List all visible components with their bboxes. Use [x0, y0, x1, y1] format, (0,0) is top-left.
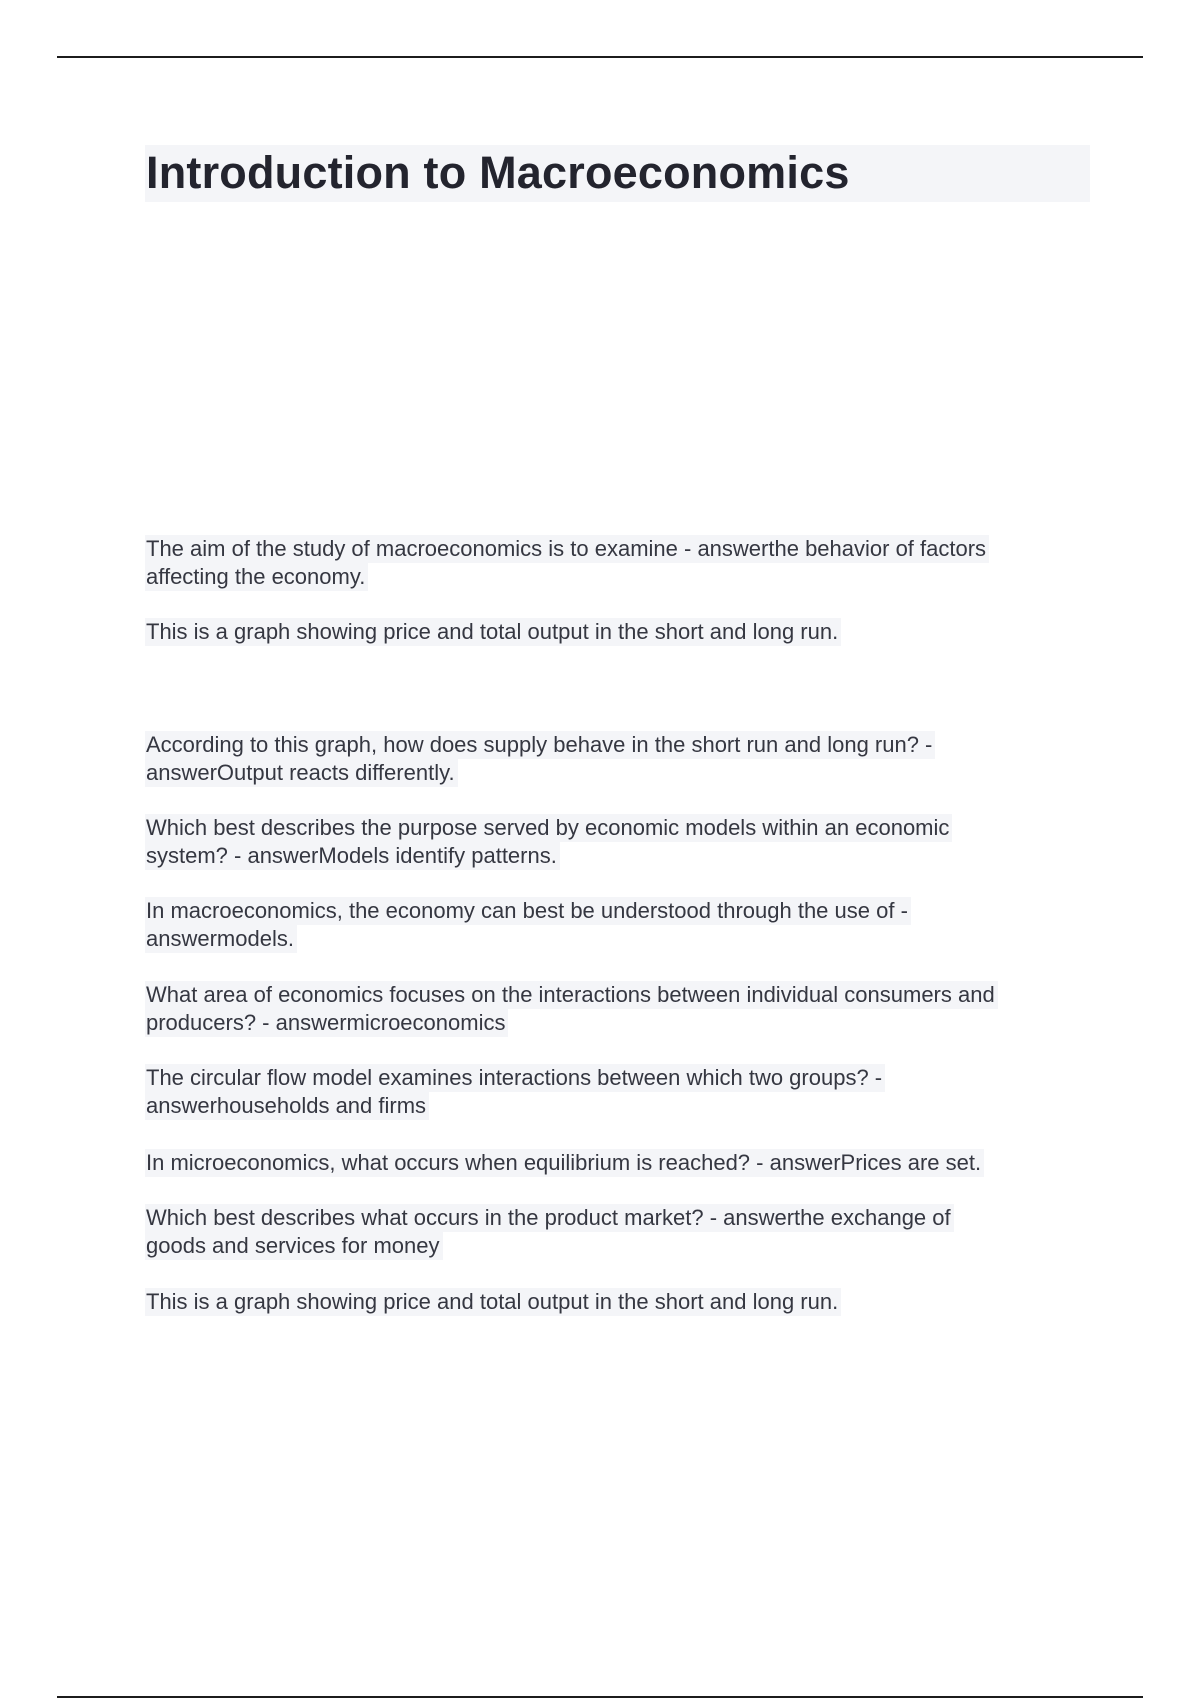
text-line: According to this graph, how does supply behave in the short run and long run? -	[145, 731, 935, 759]
qa-paragraph-6	[145, 1064, 885, 1120]
text-line: answermodels.	[145, 925, 297, 953]
qa-paragraph-3	[145, 814, 952, 870]
text-line: The circular flow model examines interactions between which two groups? -	[145, 1064, 885, 1092]
text-line: system? - answerModels identify patterns.	[145, 842, 560, 870]
qa-paragraph-4	[145, 897, 911, 953]
text-line: affecting the economy.	[145, 563, 368, 591]
qa-paragraph-2	[145, 731, 935, 787]
text-line: What area of economics focuses on the interactions between individual consumers and	[145, 981, 998, 1009]
text-line: The aim of the study of macroeconomics is to examine - answerthe behavior of factors	[145, 535, 989, 563]
text-line: answerOutput reacts differently.	[145, 759, 458, 787]
bottom-rule	[57, 1696, 1143, 1698]
text-line: goods and services for money	[145, 1232, 443, 1260]
qa-paragraph-7	[145, 1149, 984, 1177]
text-line: answerhouseholds and firms	[145, 1092, 429, 1120]
top-rule	[57, 56, 1143, 58]
text-line: This is a graph showing price and total output in the short and long run.	[145, 618, 841, 646]
page-title: Introduction to Macroeconomics	[146, 147, 850, 198]
graph-caption-2	[145, 1288, 841, 1316]
text-line: Which best describes what occurs in the product market? - answerthe exchange of	[145, 1204, 954, 1232]
text-line: In macroeconomics, the economy can best be understood through the use of -	[145, 897, 911, 925]
text-line: In microeconomics, what occurs when equilibrium is reached? - answerPrices are set.	[145, 1149, 984, 1177]
graph-caption-1	[145, 618, 841, 646]
qa-paragraph-1	[145, 535, 989, 591]
text-line: Which best describes the purpose served by economic models within an economic	[145, 814, 952, 842]
text-line: This is a graph showing price and total output in the short and long run.	[145, 1288, 841, 1316]
text-line: producers? - answermicroeconomics	[145, 1009, 508, 1037]
qa-paragraph-8	[145, 1204, 954, 1260]
qa-paragraph-5	[145, 981, 998, 1037]
